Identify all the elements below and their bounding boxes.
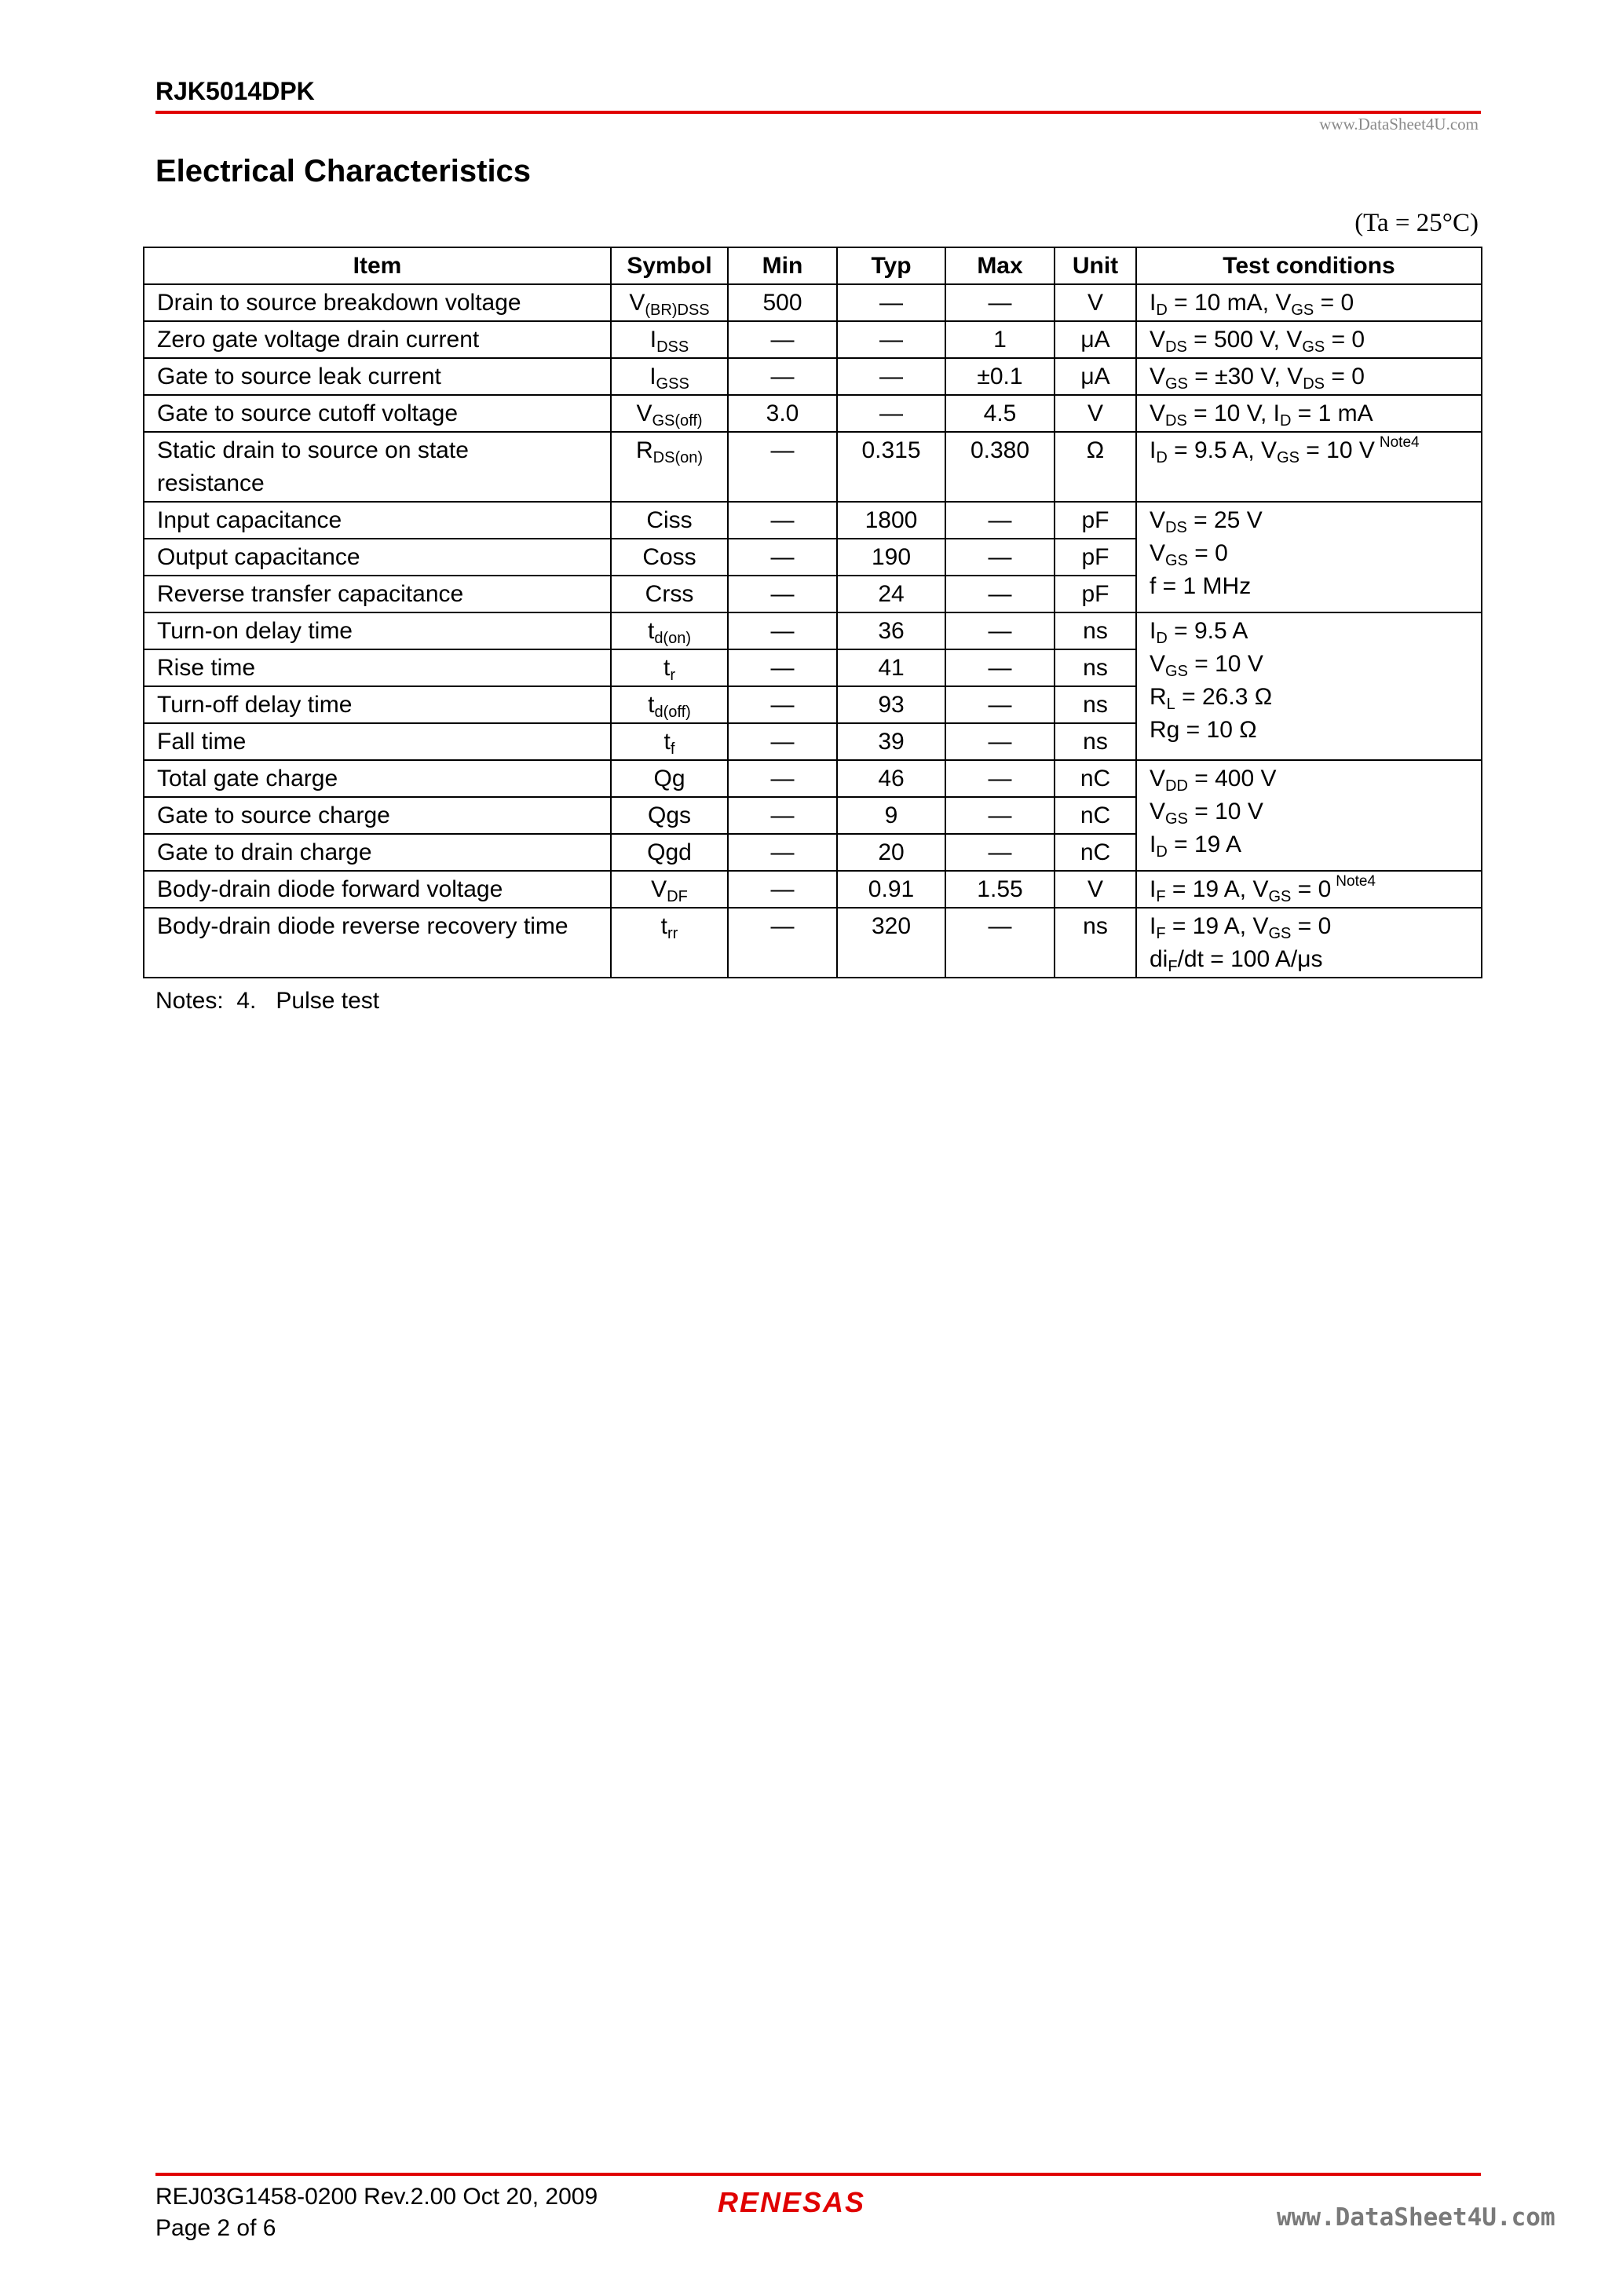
max-cell: — bbox=[945, 612, 1055, 649]
typ-cell: 0.91 bbox=[837, 871, 945, 908]
max-cell: 1 bbox=[945, 321, 1055, 358]
table-row bbox=[144, 321, 1482, 358]
section-title: Electrical Characteristics bbox=[155, 154, 532, 188]
item-cell: Rise time bbox=[144, 649, 611, 686]
min-cell: — bbox=[728, 612, 837, 649]
page-number: Page 2 of 6 bbox=[155, 2215, 276, 2241]
unit-cell: ns bbox=[1055, 612, 1136, 649]
note-reference: Note4 bbox=[1336, 873, 1376, 890]
table-notes: Notes: 4. Pulse test bbox=[155, 988, 380, 1014]
item-cell: Input capacitance bbox=[144, 502, 611, 539]
item-cell: Gate to source cutoff voltage bbox=[144, 395, 611, 432]
unit-cell: ns bbox=[1055, 649, 1136, 686]
note-reference: Note4 bbox=[1379, 434, 1420, 451]
unit-cell: nC bbox=[1055, 760, 1136, 797]
max-cell: — bbox=[945, 723, 1055, 760]
test-condition-cell: $V_{DS} = 500$ V, $V_{GS} = 0$ bbox=[1136, 321, 1482, 358]
document-info bbox=[155, 2181, 598, 2244]
col-header-typ: Typ bbox=[837, 247, 945, 284]
col-header-unit: Unit bbox=[1055, 247, 1136, 284]
test-condition-cell: $V_{DD} = 400$ V $V_{GS} = 10$ V $I_D = 19$ A bbox=[1136, 760, 1482, 871]
item-cell: Turn-on delay time bbox=[144, 612, 611, 649]
symbol-cell: $t_{d(on)}$ bbox=[611, 612, 728, 649]
symbol-cell: $V_{GS(off)}$ bbox=[611, 395, 728, 432]
col-header-test-conditions: Test conditions bbox=[1136, 247, 1482, 284]
typ-cell: — bbox=[837, 321, 945, 358]
test-condition-cell: $I_D = 10$ mA, $V_{GS} = 0$ bbox=[1136, 284, 1482, 321]
table-header-row bbox=[144, 247, 1482, 284]
symbol-cell: $I_{GSS}$ bbox=[611, 358, 728, 395]
typ-cell: — bbox=[837, 395, 945, 432]
item-cell: Gate to source leak current bbox=[144, 358, 611, 395]
ambient-condition: (Ta = 25°C) bbox=[1354, 209, 1479, 237]
renesas-logo-text: RENESAS bbox=[718, 2186, 866, 2218]
typ-cell: 39 bbox=[837, 723, 945, 760]
max-cell: ±0.1 bbox=[945, 358, 1055, 395]
min-cell: — bbox=[728, 834, 837, 871]
min-cell: — bbox=[728, 871, 837, 908]
max-cell: 1.55 bbox=[945, 871, 1055, 908]
min-cell: — bbox=[728, 358, 837, 395]
footer-rule bbox=[155, 2173, 1481, 2176]
item-cell: Output capacitance bbox=[144, 539, 611, 576]
min-cell: — bbox=[728, 321, 837, 358]
test-condition-cell: $I_F = 19$ A, $V_{GS} = 0$ $di_F/dt = 100$ A/μs bbox=[1136, 908, 1482, 978]
max-cell: — bbox=[945, 686, 1055, 723]
col-header-max: Max bbox=[945, 247, 1055, 284]
document-revision: REJ03G1458-0200 Rev.2.00 Oct 20, 2009 bbox=[155, 2184, 598, 2210]
min-cell: — bbox=[728, 539, 837, 576]
min-cell: — bbox=[728, 908, 837, 978]
max-cell: 0.380 bbox=[945, 432, 1055, 502]
min-cell: — bbox=[728, 649, 837, 686]
table-row bbox=[144, 432, 1482, 502]
table-row bbox=[144, 908, 1482, 978]
table-row bbox=[144, 395, 1482, 432]
item-cell: Gate to source charge bbox=[144, 797, 611, 834]
footer-watermark: www.DataSheet4U.com bbox=[1277, 2203, 1555, 2232]
min-cell: — bbox=[728, 797, 837, 834]
unit-cell: ns bbox=[1055, 686, 1136, 723]
symbol-cell: $V_{DF}$ bbox=[611, 871, 728, 908]
symbol-cell: Qgd bbox=[611, 834, 728, 871]
typ-cell: 46 bbox=[837, 760, 945, 797]
symbol-cell: $R_{DS(on)}$ bbox=[611, 432, 728, 502]
col-header-min: Min bbox=[728, 247, 837, 284]
item-cell: Body-drain diode forward voltage bbox=[144, 871, 611, 908]
min-cell: 3.0 bbox=[728, 395, 837, 432]
max-cell: — bbox=[945, 834, 1055, 871]
typ-cell: 1800 bbox=[837, 502, 945, 539]
item-cell: Body-drain diode reverse recovery time bbox=[144, 908, 611, 978]
max-cell: 4.5 bbox=[945, 395, 1055, 432]
unit-cell: V bbox=[1055, 395, 1136, 432]
item-cell: Zero gate voltage drain current bbox=[144, 321, 611, 358]
unit-cell: pF bbox=[1055, 502, 1136, 539]
max-cell: — bbox=[945, 576, 1055, 612]
max-cell: — bbox=[945, 797, 1055, 834]
max-cell: — bbox=[945, 502, 1055, 539]
typ-cell: 41 bbox=[837, 649, 945, 686]
unit-cell: μA bbox=[1055, 358, 1136, 395]
table-row bbox=[144, 502, 1482, 539]
renesas-logo bbox=[716, 2186, 920, 2223]
min-cell: — bbox=[728, 502, 837, 539]
typ-cell: 0.315 bbox=[837, 432, 945, 502]
symbol-cell: $t_f$ bbox=[611, 723, 728, 760]
max-cell: — bbox=[945, 539, 1055, 576]
test-condition-cell: $I_D = 9.5$ A $V_{GS} = 10$ V $R_L = 26.3$ Ω Rg = 10 Ω bbox=[1136, 612, 1482, 760]
min-cell: — bbox=[728, 723, 837, 760]
electrical-characteristics-table bbox=[143, 247, 1482, 978]
test-condition-cell: $V_{DS} = 25$ V $V_{GS} = 0$ f = 1 MHz bbox=[1136, 502, 1482, 612]
max-cell: — bbox=[945, 284, 1055, 321]
item-cell: Total gate charge bbox=[144, 760, 611, 797]
max-cell: — bbox=[945, 760, 1055, 797]
min-cell: — bbox=[728, 576, 837, 612]
table-row bbox=[144, 358, 1482, 395]
min-cell: — bbox=[728, 432, 837, 502]
item-cell: Fall time bbox=[144, 723, 611, 760]
symbol-cell: Coss bbox=[611, 539, 728, 576]
unit-cell: pF bbox=[1055, 576, 1136, 612]
typ-cell: 36 bbox=[837, 612, 945, 649]
item-cell: Static drain to source on state resistance bbox=[144, 432, 611, 502]
typ-cell: 93 bbox=[837, 686, 945, 723]
unit-cell: V bbox=[1055, 284, 1136, 321]
table-row bbox=[144, 612, 1482, 649]
symbol-cell: $V_{(BR)DSS}$ bbox=[611, 284, 728, 321]
table-row bbox=[144, 871, 1482, 908]
item-cell: Reverse transfer capacitance bbox=[144, 576, 611, 612]
unit-cell: pF bbox=[1055, 539, 1136, 576]
min-cell: — bbox=[728, 760, 837, 797]
typ-cell: — bbox=[837, 284, 945, 321]
test-condition-cell: $I_D = 9.5$ A, $V_{GS} = 10$ V $^{Note4}$ bbox=[1136, 432, 1482, 502]
unit-cell: V bbox=[1055, 871, 1136, 908]
test-condition-cell: $V_{DS} = 10$ V, $I_D = 1$ mA bbox=[1136, 395, 1482, 432]
table-row bbox=[144, 284, 1482, 321]
symbol-cell: $t_{rr}$ bbox=[611, 908, 728, 978]
max-cell: — bbox=[945, 649, 1055, 686]
symbol-cell: $t_r$ bbox=[611, 649, 728, 686]
symbol-cell: $t_{d(off)}$ bbox=[611, 686, 728, 723]
typ-cell: — bbox=[837, 358, 945, 395]
test-condition-cell: $V_{GS} = \pm 30$ V, $V_{DS} = 0$ bbox=[1136, 358, 1482, 395]
item-cell: Drain to source breakdown voltage bbox=[144, 284, 611, 321]
typ-cell: 9 bbox=[837, 797, 945, 834]
typ-cell: 320 bbox=[837, 908, 945, 978]
col-header-item: Item bbox=[144, 247, 611, 284]
symbol-cell: Qg bbox=[611, 760, 728, 797]
typ-cell: 24 bbox=[837, 576, 945, 612]
min-cell: — bbox=[728, 686, 837, 723]
typ-cell: 190 bbox=[837, 539, 945, 576]
symbol-cell: Ciss bbox=[611, 502, 728, 539]
symbol-cell: $I_{DSS}$ bbox=[611, 321, 728, 358]
unit-cell: nC bbox=[1055, 834, 1136, 871]
symbol-cell: Crss bbox=[611, 576, 728, 612]
item-cell: Turn-off delay time bbox=[144, 686, 611, 723]
unit-cell: ns bbox=[1055, 723, 1136, 760]
typ-cell: 20 bbox=[837, 834, 945, 871]
unit-cell: Ω bbox=[1055, 432, 1136, 502]
table-row bbox=[144, 760, 1482, 797]
header-watermark: www.DataSheet4U.com bbox=[1319, 115, 1479, 133]
part-number: RJK5014DPK bbox=[155, 77, 315, 105]
max-cell: — bbox=[945, 908, 1055, 978]
test-condition-cell: $I_F = 19$ A, $V_{GS} = 0$ $^{Note4}$ bbox=[1136, 871, 1482, 908]
unit-cell: μA bbox=[1055, 321, 1136, 358]
item-cell: Gate to drain charge bbox=[144, 834, 611, 871]
min-cell: 500 bbox=[728, 284, 837, 321]
symbol-cell: Qgs bbox=[611, 797, 728, 834]
unit-cell: nC bbox=[1055, 797, 1136, 834]
unit-cell: ns bbox=[1055, 908, 1136, 978]
col-header-symbol: Symbol bbox=[611, 247, 728, 284]
header-rule bbox=[155, 111, 1481, 114]
